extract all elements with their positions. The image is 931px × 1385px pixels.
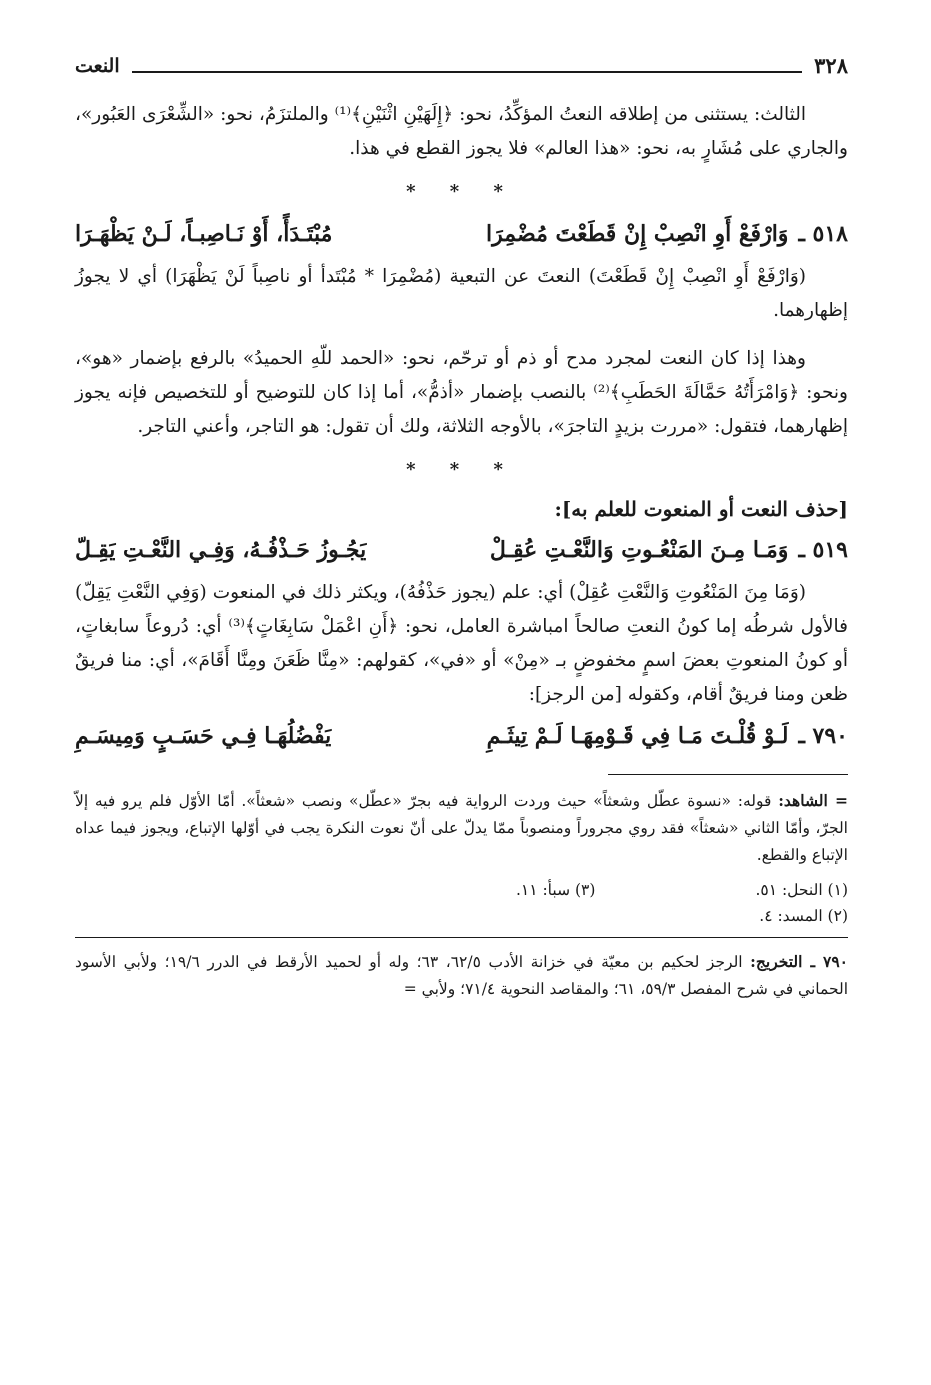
section-heading: [حذف النعت أو المنعوت للعلم به]:	[554, 497, 848, 521]
verse-hemistich-first: وَارْفَعْ أَوِ انْصِبْ إِنْ قَطَعْتَ مُضْمِرَا	[486, 221, 789, 247]
verse-hemistich-first: لَـوْ قُلْـتَ مَـا فِي قَـوْمِهَـا لَـمْ تِيثَـمِ	[486, 723, 789, 749]
running-header	[75, 48, 848, 78]
verse-number: ٥١٩ ـ	[798, 537, 848, 563]
verse-hemistich-second: يَجُـوزُ حَـذْفُـهُ، وَفِـي النَّعْـتِ يَقِـلّ	[75, 537, 367, 563]
running-title: النعت	[75, 55, 120, 77]
verse-790	[75, 716, 848, 756]
footnote-ref: (٢) المسد: ٤.	[759, 907, 848, 925]
explanation-paragraph: (وَمَا مِنَ المَنْعُوتِ وَالنَّعْتِ عُقِلْ) أي: علم (يجوز حَذْفُهُ)، ويكثر ذلك في المنعوت (وَفِي النَّعْتِ يَقِلّ) فالأول شرطُه إما كونُ النعتِ صالحاً امباشرة العامل، نحو: ﴿أَنِ اعْمَلْ سَابِغَاتٍ﴾⁽³⁾ أي: دُروعاً سابغاتٍ، أو كونُ المنعوتِ بعضَ اسمٍ مخفوضٍ بـ «مِنْ» أو «في»، كقولهم: «مِنَّا ظَعَنَ ومِنَّا أَقَامَ»، أي: منا فريقٌ ظعن ومنا فريقٌ أقام، وكقوله [من الرجز]:	[75, 582, 849, 705]
footnote-divider	[75, 937, 848, 938]
footnote-separator	[608, 774, 848, 775]
section-separator: * * *	[406, 181, 517, 202]
verse-hemistich-second: مُبْتَـدَأً، أَوْ نَـاصِبـاً، لَـنْ يَظْهَـرَا	[75, 221, 333, 247]
verse-hemistich-first: وَمَـا مِـنَ المَنْعُـوتِ وَالنَّعْـتِ عُقِـلْ	[489, 537, 789, 563]
verse-519	[75, 530, 848, 570]
verse-hemistich-second: يَفْضُلُهَـا فِـي حَسَـبٍ وَمِيسَـمِ	[75, 723, 332, 749]
footnote-lead: ٧٩٠ ـ التخريج:	[750, 952, 848, 971]
footnote-text: الرجز لحكيم بن معيّة في خزانة الأدب ٦٢/٥، ٦٣؛ وله أو لحميد الأرقط في الدرر ١٩/٦؛ ولأبي الأسود الحماني في شرح المفصل ٥٩/٣، ٦١؛ والمقاصد النحوية ٧١/٤؛ ولأبي =	[75, 953, 848, 998]
footnote-takhrij	[75, 948, 848, 1003]
footnote-ref: (٣) سبأ: ١١.	[515, 881, 596, 899]
verse-number: ٧٩٠ ـ	[798, 723, 848, 749]
header-rule	[132, 71, 803, 73]
verse-number: ٥١٨ ـ	[798, 221, 848, 247]
book-page	[75, 48, 848, 1368]
footnote-shahid	[75, 787, 848, 869]
explanation-paragraph: وهذا إذا كان النعت لمجرد مدح أو ذم أو ترحّم، نحو: «الحمد للّهِ الحميدُ» بالرفع بإضمار «هو»، ونحو: ﴿وَامْرَأَتُهُ حَمَّالَةَ الحَطَبِ﴾⁽²⁾ بالنصب بإضمار «أذمُّ»، أما إذا كان للتوضيح أو للتخصيص فإنه يجوز إظهارهما، فتقول: «مررت بزيدٍ التاجرَ»، بالأوجه الثلاثة، ولك أن تقول: هو التاجر، وأعني التاجر.	[75, 348, 848, 437]
explanation-paragraph: (وَارْفَعْ أَوِ انْصِبْ إِنْ قَطَعْتَ) النعتَ عن التبعية (مُضْمِرَا * مُبْتَدأ أو ناصِباً لَنْ يَظْهَرَا) أي لا يجوزُ إظهارهما.	[75, 266, 848, 321]
verse-518	[75, 214, 848, 254]
footnote-lead: = الشاهد:	[778, 791, 848, 810]
intro-paragraph: الثالث: يستثنى من إطلاقه النعتُ المؤكِّدُ، نحو: ﴿إِلَهَيْنِ اثْنَيْنِ﴾⁽¹⁾ والملتزَمُ، نحو: «الشِّعْرَى العَبُور»، والجاري على مُشَارٍ به، نحو: «هذا العالم» فلا يجوز القطع في هذا.	[75, 104, 848, 159]
footnote-ref: (١) النحل: ٥١.	[755, 881, 848, 899]
footnote-references	[75, 877, 848, 929]
footnote-text: قوله: «نسوة عطّل وشعثاً» حيث وردت الرواية فيه بجرّ «عطّل» ونصب «شعثاً». أمّا الأوّل فلم يرو فيه إلاّ الجرّ، وأمّا الثاني «شعثاً» فقد روي مجروراً ومنصوباً ممّا يدلّ على أنّ نعوت النكرة يجب في أوّلها الإتباع، ويجوز فيما عداه الإتباع والقطع.	[75, 792, 848, 864]
section-separator: * * *	[406, 459, 517, 480]
page-number: ٣٢٨	[814, 53, 848, 78]
